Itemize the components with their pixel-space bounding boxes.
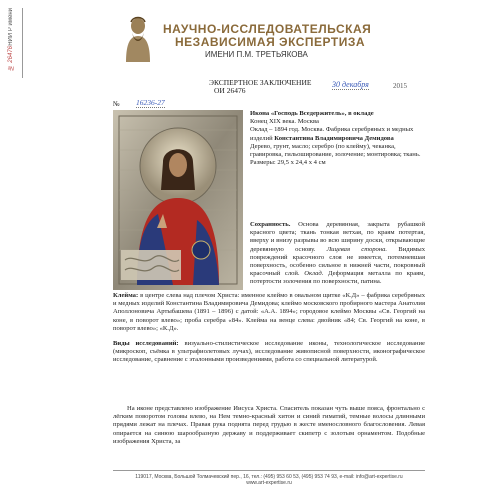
object-name: Икона «Господь Вседержитель», в окладе	[250, 110, 374, 117]
doc-number: ОИ 26476	[214, 86, 246, 95]
footer-website[interactable]: www.art-expertise.ru	[246, 480, 292, 486]
footer	[113, 474, 425, 486]
studies-section: Виды исследований: визуально-стилистическое исследование иконы, технологическое исследование (микроскоп, съёмка в ультрафиолетовых лучах), исследование живописной поверхности, иконографическое исследование, сравнение с эталонными произведениями, работа со специальной литературой.	[113, 340, 425, 364]
object-info	[250, 110, 425, 167]
reg-no-text: 16236-27	[136, 98, 165, 107]
footer-divider	[113, 470, 425, 471]
footer-address: 119017, Москва, Большой Толмачевский пер., 16, тел.: (495) 953 60 53, (495) 953 74 93, e-mail: info@art-expertise.ru	[135, 474, 403, 480]
doc-title: ЭКСПЕРТНОЕ ЗАКЛЮЧЕНИЕ	[209, 78, 312, 87]
doc-year: 2015	[393, 82, 407, 90]
marks-section: Клейма: в центре слева над плечом Христа: именное клеймо в овальном щитке «К.Д» – фабрика серебряных и медных изделий Константина Владимировича Демидова; клеймо московского пробирного мастера Анатолия Аполлоновича Артыбашева (1891 – 1896) с датой: «А.А. 1894»; городовое клеймо Москвы «Св. Георгий на коне, в поворот влево»; проба серебра «84». Клейма на венце слева: двойник «84; Св. Георгий на коне, в поворот влево»; «К.Д».	[113, 292, 425, 332]
marks-label: Клейма:	[113, 292, 139, 299]
doc-date-text: 30 декабря	[332, 80, 369, 89]
condition-face-label: Лицевая сторона.	[326, 245, 388, 253]
doc-date-handwritten	[332, 80, 369, 89]
object-materials: Дерево, грунт, масло; серебро (по клейму), чеканка, гравировка, гильоширование, золочение; монтировка; ткань.	[250, 142, 421, 159]
object-oklad: Оклад – 1894 год. Москва. Фабрика серебряных и медных изделий Константина Владимировича Демидова	[250, 126, 414, 142]
org-name-line2: НЕЗАВИСИМАЯ ЭКСПЕРТИЗА	[175, 35, 366, 49]
side-strip	[8, 8, 23, 78]
tretyakov-portrait-logo	[120, 14, 156, 62]
description-section: На иконе представлено изображение Иисуса Христа. Спаситель показан чуть выше пояса, фронтально с лёгким поворотом головы влево, на Нем темно-красный хитон и синий гиматий, темные волосы длинными прядями лежат на плечах. Правая рука поднята перед грудью в жесте именословного благословения. Левая опирается на синюю шарообразную державу и поддерживает скипетр с золотым орнаментом. Подобные изображения Христа, за	[113, 405, 425, 445]
icon-photograph	[113, 110, 243, 290]
studies-label: Виды исследований:	[113, 340, 179, 347]
org-name-line1: НАУЧНО-ИССЛЕДОВАТЕЛЬСКАЯ	[163, 22, 372, 36]
side-handwritten-number: № 26476	[8, 45, 14, 71]
reg-no-value	[136, 98, 165, 107]
reg-no-label: №	[113, 100, 120, 108]
condition-oklad-label: Оклад.	[304, 270, 324, 278]
object-size: Размеры: 29,5 х 24,4 х 4 см	[250, 159, 326, 167]
object-period: Конец XIX века. Москва	[250, 118, 319, 126]
org-name-line3: ИМЕНИ П.М. ТРЕТЬЯКОВА	[205, 50, 308, 59]
side-label: НИИ Р имени	[8, 8, 14, 46]
condition-section: Сохранность. Основа деревянная, закрыта рубашкой красного цвета; ткань тонкая ветхая, по краям потертая, вверху и внизу разрывы во всю ширину доски, открывающие деревянную основу. Лицевая сторона. Видимых повреждений красочного слоя не имеется, потемневшая поверхность, особенно сильное в нижней части, покровный красочный слой. Оклад. Деформация металла по краям, потертости золочения по поверхности, патина.	[250, 221, 426, 286]
condition-label: Сохранность.	[250, 221, 291, 228]
